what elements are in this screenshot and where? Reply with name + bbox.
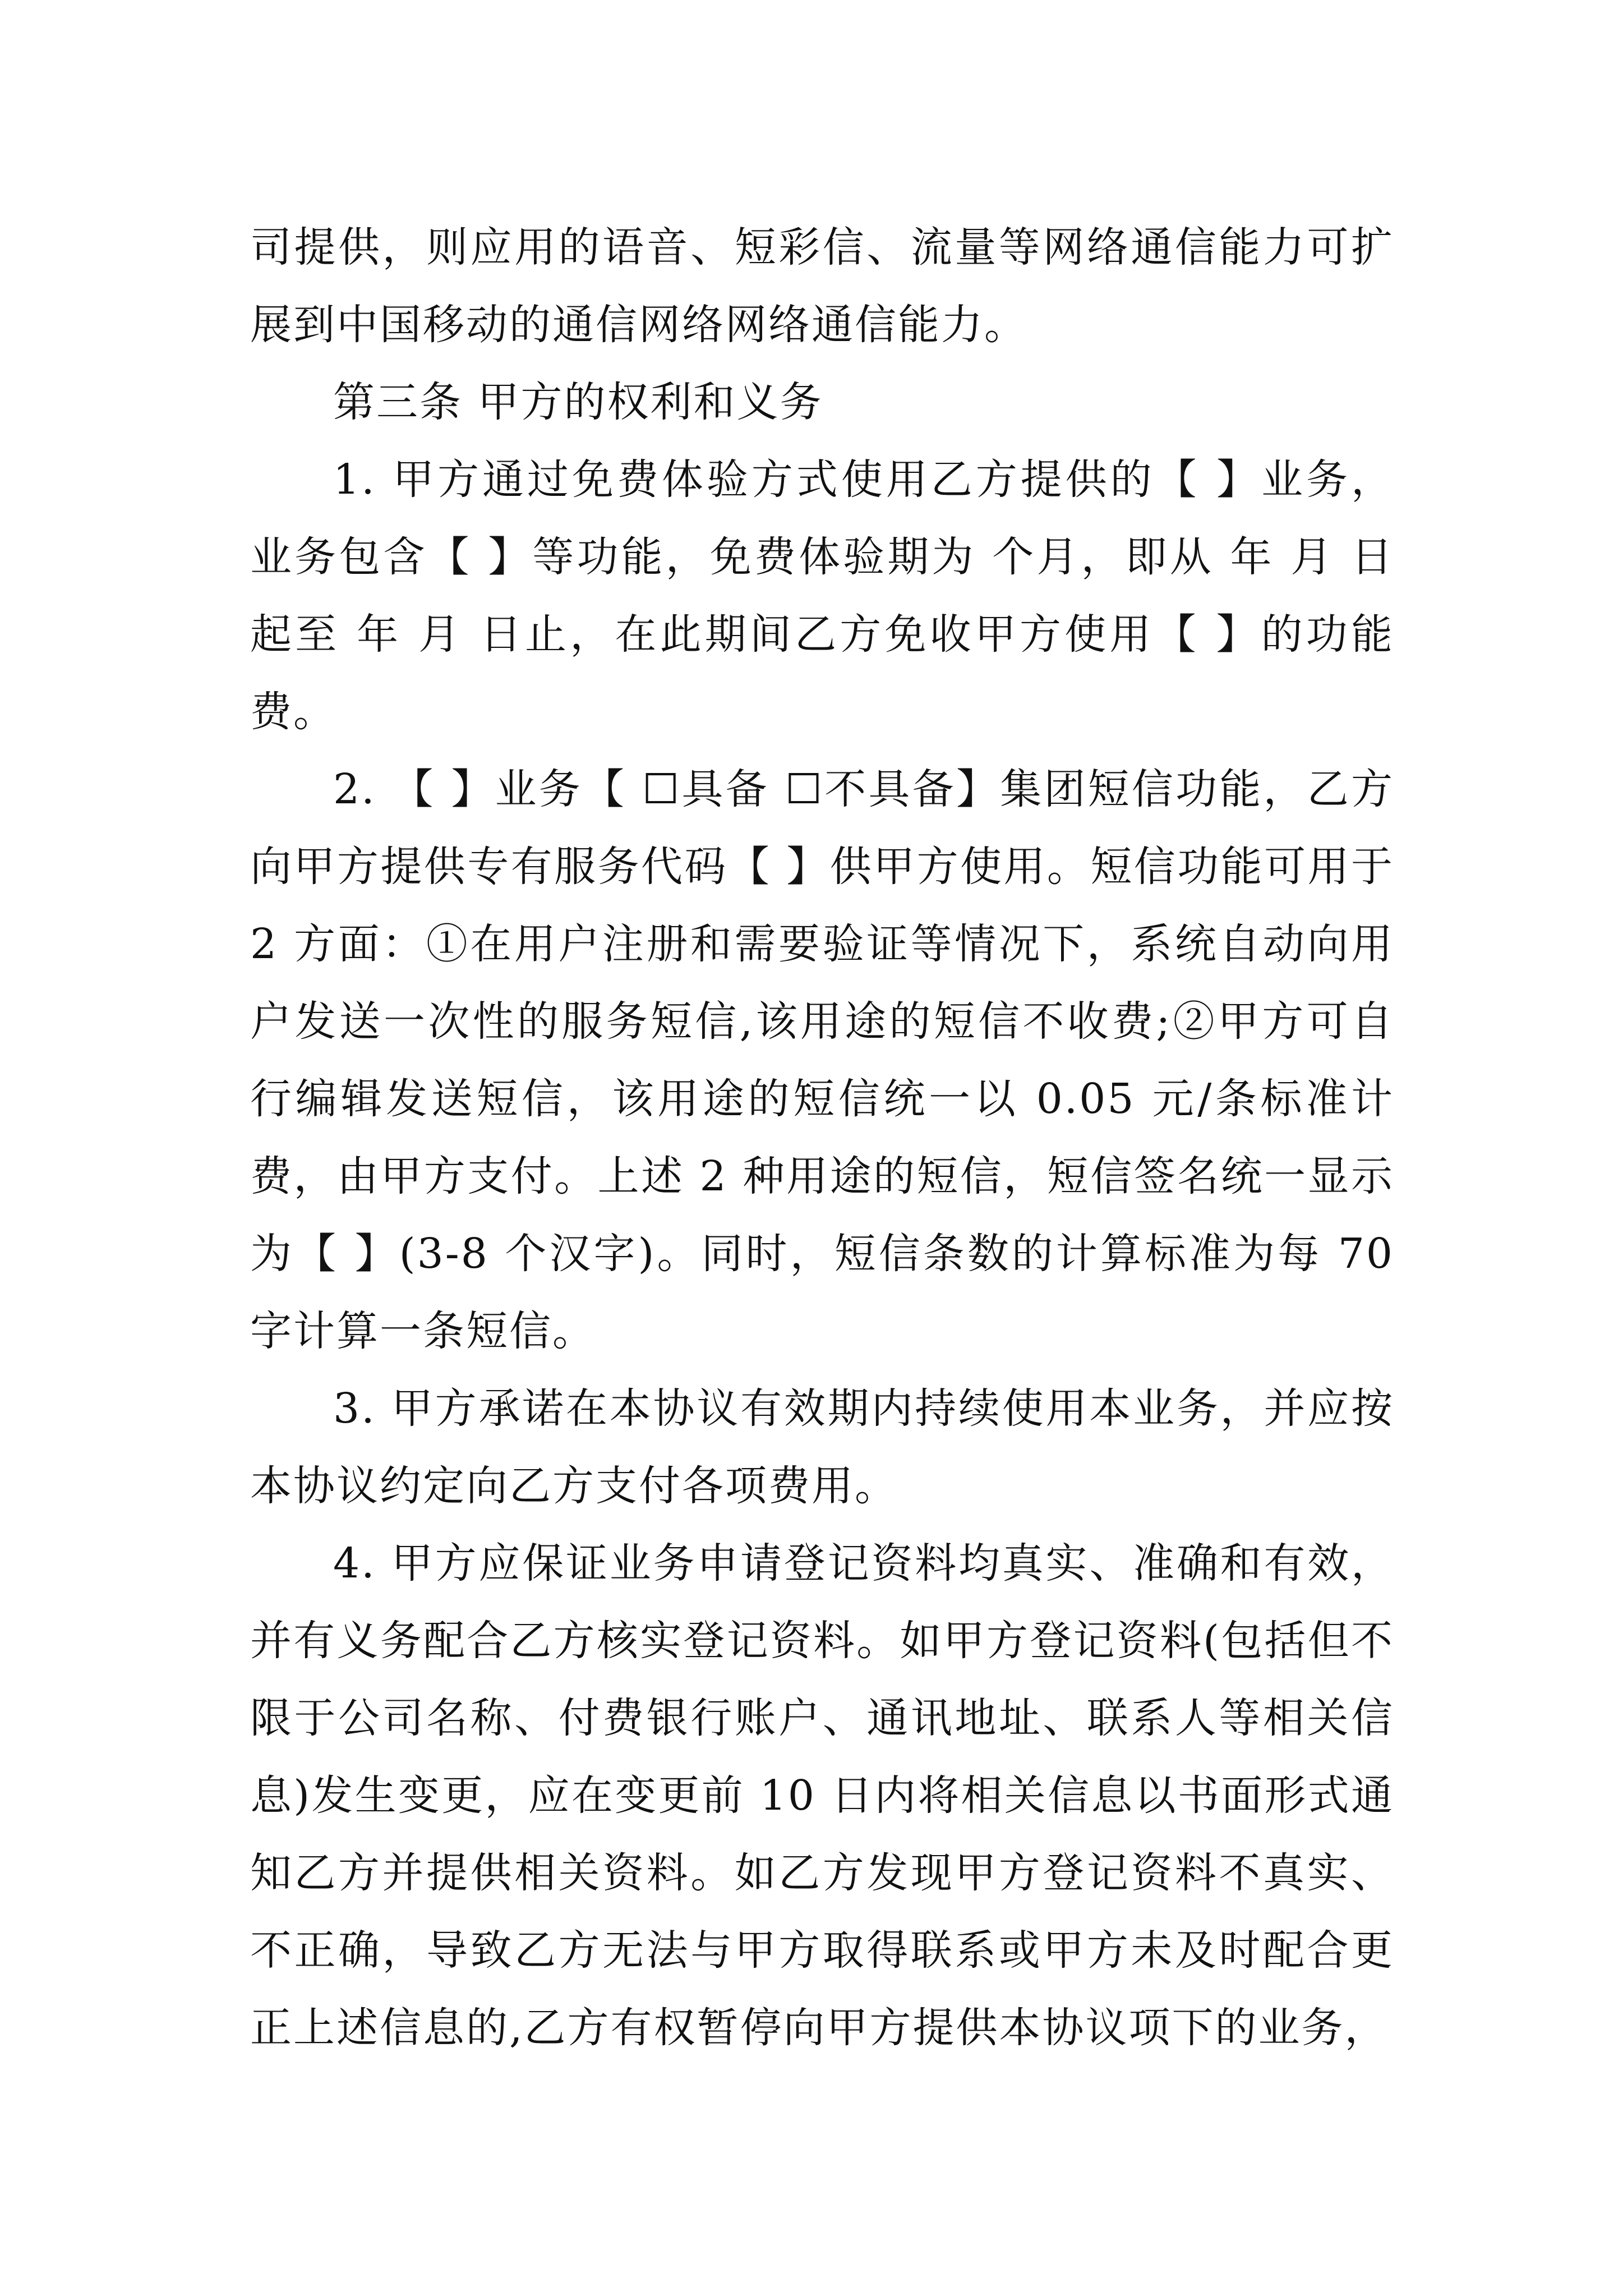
section-heading-article-3: 第三条 甲方的权利和义务 xyxy=(333,378,823,426)
document-body xyxy=(250,209,1394,2067)
clause-4: 4. 甲方应保证业务申请登记资料均真实、准确和有效，并有义务配合乙方核实登记资料。如甲方登记资料(包括但不限于公司名称、付费银行账户、通讯地址、联系人等相关信息)发生变更，应在变更前 10 日内将相关信息以书面形式通知乙方并提供相关资料。如乙方发现甲方登记资料不真实、不正确，导致乙方无法与甲方取得联系或甲方未及时配合更正上述信息的,乙方有权暂停向甲方提供本协议项下的业务， xyxy=(250,1539,1394,2052)
paragraph-continuation: 司提供，则应用的语音、短彩信、流量等网络通信能力可扩展到中国移动的通信网络网络通信能力。 xyxy=(250,223,1394,349)
clause-2: 2. 【 】业务【 ☐具备 ☐不具备】集团短信功能，乙方向甲方提供专有服务代码【 】供甲方使用。短信功能可用于 2 方面：①在用户注册和需要验证等情况下，系统自动向用户发送一次性的服务短信,该用途的短信不收费;②甲方可自行编辑发送短信，该用途的短信统一以 0.05 元/条标准计费，由甲方支付。上述 2 种用途的短信，短信签名统一显示为【 】(3-8 个汉字)。同时，短信条数的计算标准为每 70 字计算一条短信。 xyxy=(250,765,1394,1355)
clause-3: 3. 甲方承诺在本协议有效期内持续使用本业务，并应按本协议约定向乙方支付各项费用。 xyxy=(250,1384,1394,1510)
clause-1: 1. 甲方通过免费体验方式使用乙方提供的【 】业务，业务包含【 】等功能，免费体验期为 个月，即从 年 月 日起至 年 月 日止，在此期间乙方免收甲方使用【 】的功能费。 xyxy=(250,455,1394,736)
